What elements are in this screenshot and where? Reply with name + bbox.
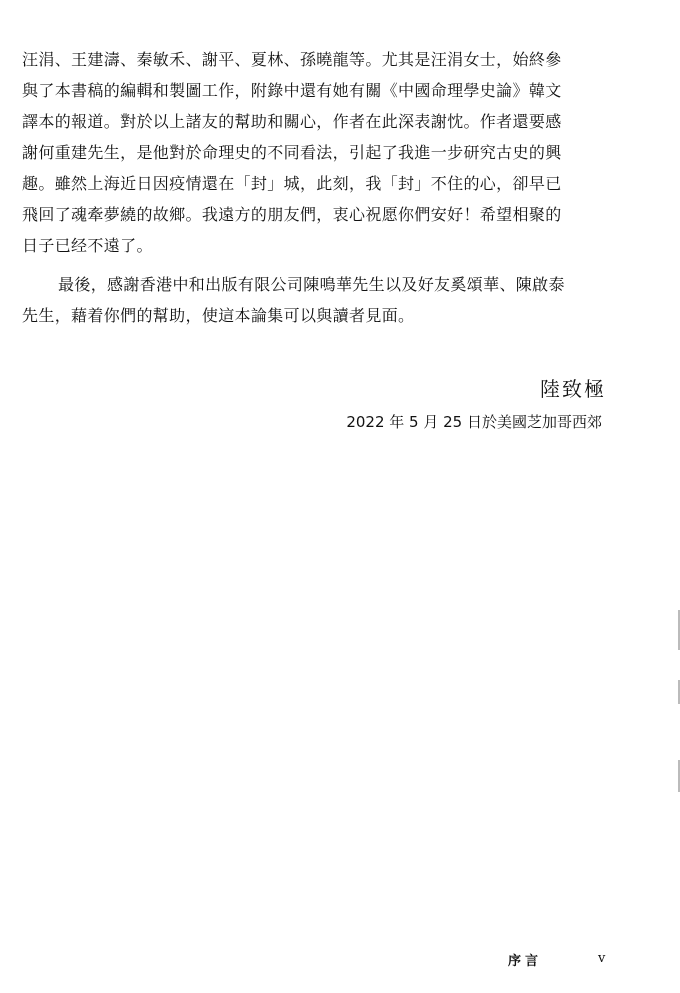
paragraph-gap bbox=[22, 261, 612, 269]
paragraph-1-line-3: 譯本的報道。對於以上諸友的幫助和關心，作者在此深表謝忱。作者還要感 bbox=[22, 112, 562, 131]
author-signature: 陸致極 bbox=[540, 377, 606, 401]
paragraph-1-line-4: 謝何重建先生，是他對於命理史的不同看法，引起了我進一步研究古史的興 bbox=[22, 143, 562, 162]
paragraph-1-line-6: 飛回了魂牽夢繞的故鄉。我遠方的朋友們，衷心祝愿你們安好！希望相聚的 bbox=[22, 205, 562, 224]
preface-body bbox=[22, 44, 612, 331]
paragraph-2-line-2: 先生，藉着你們的幫助，使這本論集可以與讀者見面。 bbox=[22, 306, 415, 325]
paragraph-2-line-1: 最後，感謝香港中和出版有限公司陳鳴華先生以及好友奚頌華、陳啟泰 bbox=[58, 275, 565, 294]
page-number: v bbox=[598, 951, 606, 966]
paragraph-1-line-5: 趣。雖然上海近日因疫情還在「封」城，此刻，我「封」不住的心，卻早已 bbox=[22, 174, 562, 193]
running-footer-section-title: 序言 bbox=[508, 954, 543, 969]
paragraph-1-line-7: 日子已经不遠了。 bbox=[22, 236, 153, 255]
paragraph-1-line-1: 汪涓、王建濤、秦敏禾、謝平、夏林、孫曉龍等。尤其是汪涓女士，始終參 bbox=[22, 50, 562, 69]
signature-dateline: 2022 年 5 月 25 日於美國芝加哥西郊 bbox=[346, 413, 602, 431]
paragraph-1-line-2: 與了本書稿的編輯和製圖工作，附錄中還有她有關《中國命理學史論》韓文 bbox=[22, 81, 562, 100]
